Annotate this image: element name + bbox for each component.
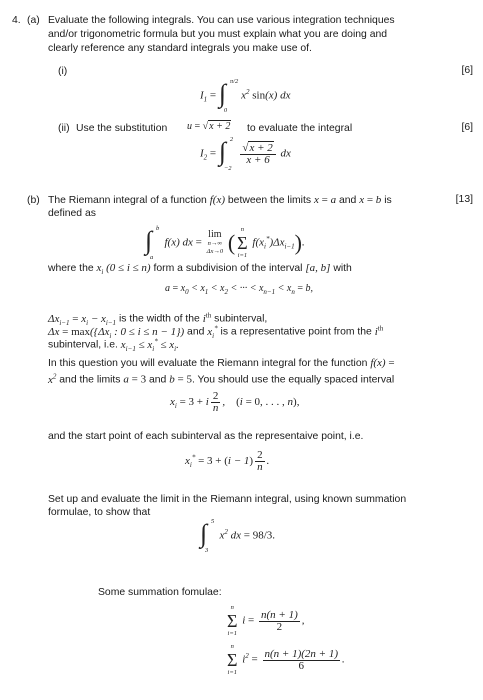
- question-line-1: [48, 357, 395, 370]
- part-i-marks: [6]: [461, 65, 473, 76]
- where-text: where the: [48, 263, 94, 274]
- math-delta-def: $\Delta x_{i-1} = x_i - x_{i-1}$: [48, 312, 117, 327]
- part-a-label: (a): [27, 15, 40, 26]
- equally-spaced-interval: $x_i = 3 + i$ $\frac{2}{n}$ , (i = 0, . . . , n),: [170, 390, 300, 414]
- start-point-text: and the start point of each subinterval as the representaive point, i.e.: [48, 431, 364, 442]
- part-a-intro-line-1: Evaluate the following integrals. You can use various integration techniques: [48, 15, 395, 26]
- part-b-label: (b): [27, 195, 40, 206]
- representative-point: $x_i^* = 3 + (i - 1)$ $\frac{2}{n}$ .: [185, 449, 270, 473]
- integral-i2: $I_2$ = ∫ 2 −2 $\frac{√x + 2}{x + 6}$ dx: [200, 136, 291, 172]
- riemann-definition: ∫ b a f(x) dx = lim n→∞ Δx→0 ( n Σ i=1 $f(x_i^*)\Delta x_{i-1}$).: [145, 225, 305, 261]
- question-text-2c: . You should use the equally spaced interval: [191, 374, 395, 386]
- part-b-marks: [13]: [455, 194, 473, 205]
- math-a-eq-3: a = 3: [123, 373, 147, 386]
- setup-line-2: formulae, to show that: [48, 507, 151, 518]
- setup-line-1: Set up and evaluate the limit in the Riemann integral, using known summation: [48, 494, 407, 505]
- part-ii-text-after: to evaluate the integral: [247, 123, 353, 134]
- math-xi-star: $x_i^*$: [207, 324, 218, 340]
- rep-point-text: is a representative point from the: [220, 326, 372, 338]
- math-i-th: $i^{th}$: [202, 311, 212, 325]
- math-interval-ab: [a, b]: [305, 262, 331, 274]
- part-ii-label: (ii): [58, 123, 70, 134]
- with-text: with: [333, 263, 352, 274]
- and-text: and: [187, 326, 205, 338]
- substitution-expr: u = √x + 2: [187, 121, 231, 132]
- question-text-2b: and: [149, 374, 167, 386]
- math-x-squared: $x^2$: [48, 372, 57, 386]
- question-line-2: [48, 370, 394, 387]
- target-integral: ∫ 5 3 $x^2$ dx = 98/3.: [200, 518, 276, 554]
- math-b-eq-5: b = 5: [169, 373, 192, 386]
- math-i-th-2: $i^{th}$: [374, 324, 384, 338]
- form-text: form a subdivision of the interval: [153, 263, 303, 274]
- math-xi-range: $x_i$ (0 ≤ i ≤ n): [96, 262, 151, 277]
- summation-heading: Some summation fomulae:: [98, 587, 222, 598]
- where-line: [48, 262, 352, 280]
- part-i-label: (i): [58, 66, 68, 77]
- b-intro-text-1: The Riemann integral of a function: [48, 195, 207, 206]
- math-delta-max: $\Delta x = \max(\{\Delta x_i$ : 0 ≤ i ≤ n − 1}): [48, 325, 185, 340]
- question-text-1: In this question you will evaluate the Riemann integral for the function: [48, 358, 368, 369]
- math-x-eq-b: x = b: [359, 194, 382, 206]
- question-text-2a: and the limits: [59, 374, 121, 386]
- subinterval-text: subinterval,: [214, 313, 268, 325]
- part-a-intro-line-2: and/or trigonometric formula but you must explain what you are doing and: [48, 29, 388, 40]
- math-x-eq-a: x = a: [313, 194, 337, 206]
- b-intro-text-2: between the limits: [227, 195, 312, 206]
- subdivision-chain: $a = x_0 < x_1 < x_2$ < ··· < $x_{n-1} < x_n = b$,: [165, 283, 313, 296]
- math-f-of-x: f(x): [209, 194, 225, 206]
- part-b-defined-as: defined as: [48, 208, 96, 219]
- part-a-intro-line-3: clearly reference any standard integrals you make use of.: [48, 43, 312, 54]
- sum-formula-i-squared: n Σ i=1 $i^2$ = $\frac{n(n + 1)(2n + 1)}{6}$ .: [227, 643, 345, 676]
- math-f-def-lhs: f(x) =: [370, 357, 395, 369]
- b-intro-text-3: and: [338, 195, 357, 206]
- part-ii-marks: [6]: [461, 122, 473, 133]
- part-ii-text-before: Use the substitution: [76, 123, 168, 134]
- subinterval-ie-line: [48, 335, 179, 356]
- width-text: is the width of the: [118, 313, 200, 325]
- integral-i1: $I_1$ = ∫ π/2 0 $x^2$ sin(x) dx: [200, 78, 291, 114]
- math-xi-bounds: $x_{i-1} \le x_i^* \le x_i$.: [120, 337, 179, 353]
- subint-ie-text: subinterval, i.e.: [48, 339, 118, 351]
- part-b-intro-line-1: [48, 194, 392, 207]
- b-intro-text-4: is: [384, 195, 392, 206]
- question-number: 4.: [12, 15, 21, 26]
- sum-formula-i: n Σ i=1 i = $\frac{n(n + 1)}{2}$ ,: [227, 604, 305, 637]
